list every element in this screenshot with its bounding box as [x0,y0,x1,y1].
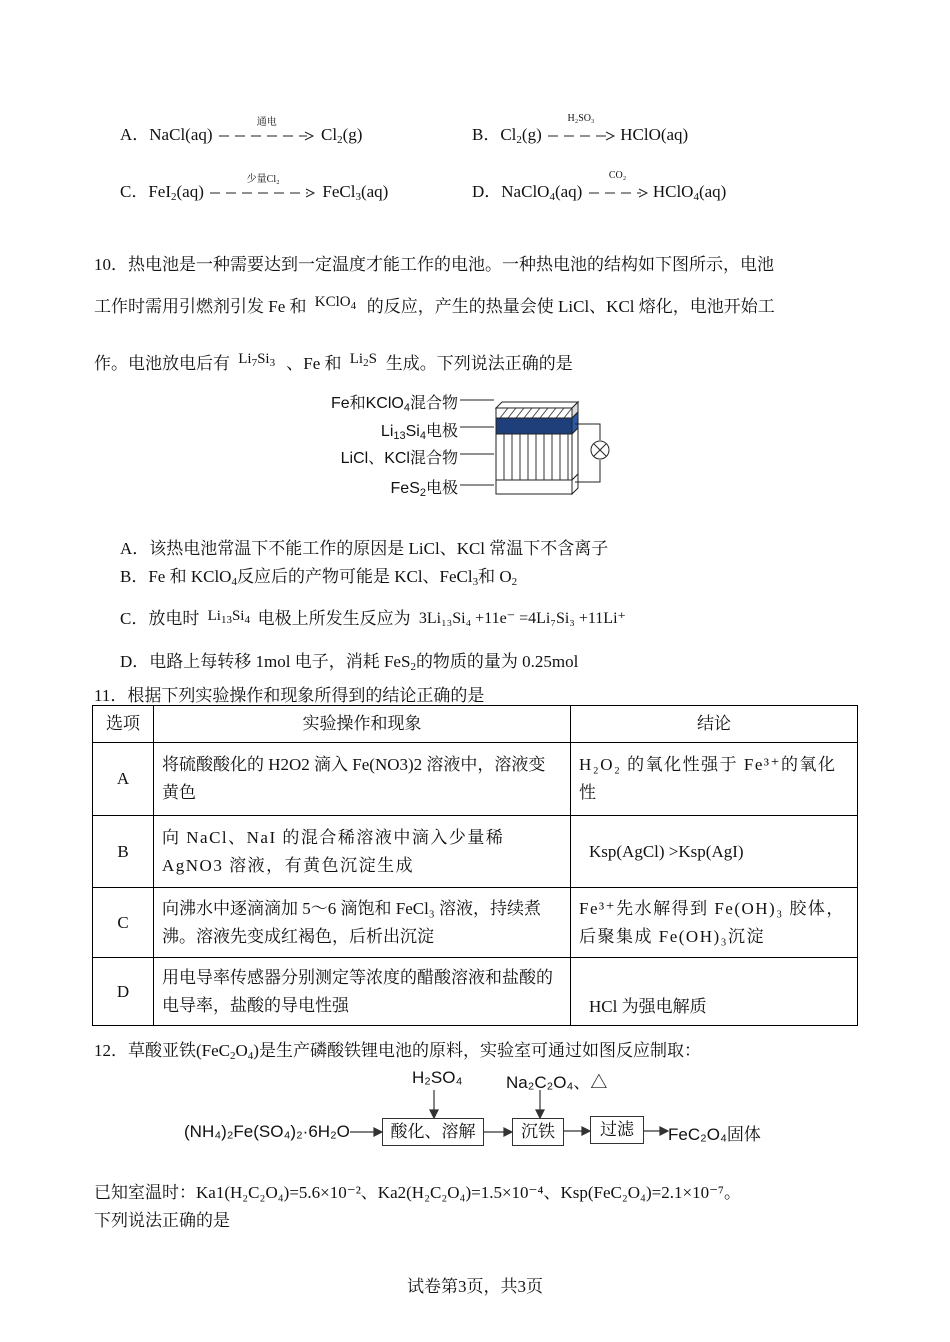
table-row [93,888,858,958]
row-conclusion: H₂O₂ 的氧化性强于 Fe³⁺的氧化性 [571,743,858,816]
table-row [93,743,858,816]
q10-option-c: C．放电时 $Li_{13}Si_4$ 电极上所发生反应为 3Li₁₃Si₄ +11e⁻ =4Li₇Si₃ +11Li⁺ [120,608,626,628]
row-option: D [93,958,154,1026]
reaction-arrow: 少量Cl₂ [208,182,318,202]
product: FeC₂O₄固体 [668,1125,761,1144]
reagent-na2c2o4: Na₂C₂O₄、△ [506,1073,608,1092]
reaction-arrow: H₂SO₃ [546,125,616,145]
process-flow-diagram [180,1066,780,1156]
row-conclusion: HCl 为强电解质 [571,958,858,1026]
header-conclusion: 结论 [571,706,858,743]
battery-structure [330,388,620,503]
table-header [93,706,858,743]
q9-option-a: A．NaCl(aq) 通电 $Cl_2(g)$ [120,117,363,146]
table-row [93,958,858,1026]
step-precipitate-iron: 沉铁 [512,1118,564,1146]
q12-known-constants: 已知室温时：Ka1(H₂C₂O₄)=5.6×10⁻²、Ka2(H₂C₂O₄)=1.5×10⁻⁴、Ksp(FeC₂O₄)=2.1×10⁻⁷。 [94,1183,741,1202]
label-fes2: FeS$_2$电极 [390,480,458,499]
row-operation: 用电导率传感器分别测定等浓度的醋酸溶液和盐酸的电导率，盐酸的导电性强 [154,958,571,1026]
start-material: (NH₄)₂Fe(SO₄)₂·6H₂O [184,1122,350,1141]
label-fe-kclo4: Fe和KClO$_4$混合物 [330,395,458,414]
header-operation: 实验操作和现象 [154,706,571,743]
row-option: A [93,743,154,816]
q11-stem: 11．根据下列实验操作和现象所得到的结论正确的是 [94,686,485,705]
row-operation: 向 NaCl、NaI 的混合稀溶液中滴入少量稀 AgNO3 溶液，有黄色沉淀生成 [154,816,571,888]
row-option: B [93,816,154,888]
table-row [93,816,858,888]
q10-line2: 工作时需用引燃剂引发 Fe 和 KClO$_4$ 的反应，产生的热量会使 LiCl、KCl 熔化，电池开始工 [94,294,775,316]
battery-diagram [330,388,620,503]
reaction-arrow: 通电 [217,125,317,145]
step-filter: 过滤 [590,1116,644,1144]
reaction-arrow: CO₂ [587,182,649,202]
row-operation: 向沸水中逐滴滴加 5～6 滴饱和 FeCl₃ 溶液，持续煮沸。溶液先变成红褐色，后析出沉淀 [154,888,571,958]
step-acidify-dissolve: 酸化、溶解 [382,1118,484,1146]
flow-arrows [180,1066,780,1156]
label-li13si4: $Li_{13}Si_4$电极 [380,423,458,442]
q12-stem: 12．草酸亚铁$(FeC_2O_4)$是生产磷酸铁锂电池的原料，实验室可通过如图反应制取： [94,1041,701,1062]
q10-option-b: B．Fe 和 KClO$_4$反应后的产物可能是 KCl、FeCl$_3$和 $O_2$ [120,567,518,588]
q10-line3: 作。电池放电后有 $Li_7Si_3$ 、Fe 和 $Li_2S$ 生成。下列说法正确的是 [94,351,573,373]
page-footer: 试卷第3页，共3页 [407,1277,543,1296]
row-conclusion: Ksp(AgCl) >Ksp(AgI) [571,816,858,888]
q9-option-d: D．NaClO$_4$(aq) CO₂ HClO$_4$(aq) [472,170,727,203]
q12-question: 下列说法正确的是 [94,1211,230,1230]
q11-table [92,705,858,1026]
q9-option-b: B．$Cl_2(g)$ H₂SO₃ HClO(aq) [472,113,689,146]
row-conclusion: Fe³⁺先水解得到 Fe(OH)₃ 胶体，后聚集成 Fe(OH)₃沉淀 [571,888,858,958]
row-operation: 将硫酸酸化的 H2O2 滴入 Fe(NO3)2 溶液中，溶液变黄色 [154,743,571,816]
reagent-h2so4: H₂SO₄ [412,1068,463,1087]
half-reaction-equation: 3Li₁₃Si₄ +11e⁻ =4Li₇Si₃ +11Li⁺ [418,610,626,627]
q10-option-d: D．电路上每转移 1mol 电子，消耗 FeS$_2$的物质的量为 0.25mol [120,652,579,673]
q10-option-a: A．该热电池常温下不能工作的原因是 LiCl、KCl 常温下不含离子 [120,539,609,558]
label-licl-kcl: LiCl、KCl混合物 [340,450,458,467]
header-option: 选项 [93,706,154,743]
q9-option-c: C．FeI$_2$(aq) 少量Cl₂ FeCl$_3$(aq) [120,174,389,203]
row-option: C [93,888,154,958]
q10-line1: 10．热电池是一种需要达到一定温度才能工作的电池。一种热电池的结构如下图所示，电池 [94,255,774,274]
